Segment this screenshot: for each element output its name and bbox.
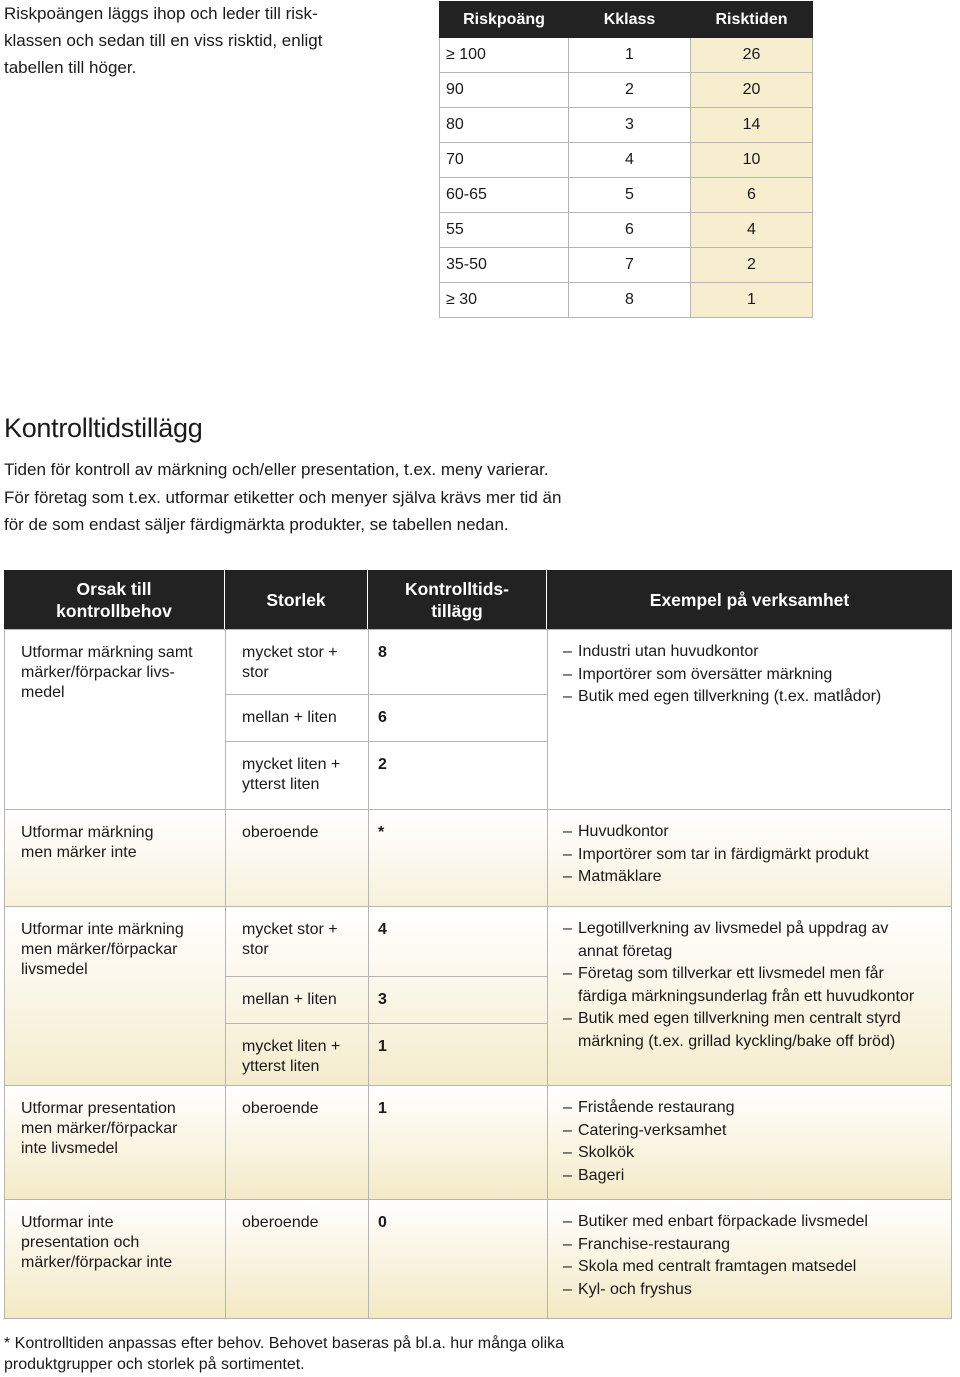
example-item [563, 686, 953, 709]
column-divider [368, 906, 369, 1085]
dash-bullet: – [563, 823, 572, 840]
reason-line: inte livsmedel [21, 1140, 118, 1157]
reason-line: märker/förpackar livs- [21, 664, 175, 681]
reason-line: Utformar inte märkning [21, 921, 184, 938]
examples-list [563, 1097, 953, 1187]
column-divider [225, 809, 226, 906]
column-divider [225, 629, 226, 809]
example-text: Importörer som tar in färdigmärkt produkt [578, 845, 869, 863]
risk-points-cell: 55 [440, 213, 569, 248]
example-text: Bageri [578, 1166, 625, 1184]
risk-class-cell: 5 [569, 178, 691, 213]
addition-value-cell: 3 [378, 991, 387, 1008]
examples-list [563, 1211, 953, 1301]
example-item [563, 641, 953, 664]
size-cell: mellan + liten [242, 991, 337, 1008]
dash-bullet: – [563, 1280, 572, 1298]
example-item [563, 664, 953, 687]
dash-bullet: – [563, 1144, 572, 1161]
reason-line: livsmedel [21, 961, 88, 978]
example-text: Catering-verksamhet [578, 1121, 727, 1139]
example-text: Industri utan huvudkontor [578, 643, 759, 660]
example-item [563, 866, 953, 889]
example-text: Importörer som översätter märkning [578, 665, 833, 683]
example-text: Kyl- och fryshus [578, 1280, 692, 1298]
reason-line: men märker/förpackar [21, 1120, 178, 1137]
example-item [563, 1165, 953, 1188]
addition-value-cell: 4 [378, 921, 387, 938]
example-text: Butiker med enbart förpackade livsmedel [578, 1213, 868, 1230]
header-reason: Orsak till kontrollbehov [4, 570, 224, 629]
header-addition: Kontrolltids- tillägg [368, 570, 546, 629]
examples-list [563, 821, 953, 889]
example-text: Butik med egen tillverkning (t.ex. matlådor) [578, 688, 882, 705]
size-cell: mycket stor + stor [242, 921, 338, 958]
intro-text: Riskpoängen läggs ihop och leder till risk- klassen och sedan till en viss risktid, enligt tabellen till höger. [4, 4, 323, 77]
column-divider [225, 1085, 226, 1199]
examples-list [563, 918, 953, 1053]
example-text: Legotillverkning av livsmedel på uppdrag av annat företag [578, 920, 889, 960]
reason-line: Utformar märkning [21, 824, 154, 841]
risk-row [440, 38, 813, 73]
example-item [563, 1097, 953, 1120]
examples-list [563, 641, 953, 709]
risk-header-points: Riskpoäng [440, 2, 569, 38]
risk-row [440, 73, 813, 108]
risk-header-class: Kklass [569, 2, 691, 38]
dash-bullet: – [563, 1235, 572, 1253]
reason-line: men märker inte [21, 844, 137, 861]
risk-time-cell: 6 [691, 178, 813, 213]
dash-bullet: – [563, 1010, 572, 1027]
dash-bullet: – [563, 868, 572, 885]
example-item [563, 1142, 953, 1165]
row-divider [368, 741, 547, 742]
row-divider [225, 976, 547, 977]
example-text: Fristående restaurang [578, 1099, 735, 1116]
section-title: Kontrolltidstillägg [4, 413, 203, 443]
example-item [563, 1008, 953, 1053]
row-divider [225, 694, 547, 695]
dash-bullet: – [563, 1121, 572, 1139]
reason-line: Utformar inte [21, 1214, 114, 1231]
risk-class-cell: 4 [569, 143, 691, 178]
risk-class-cell: 1 [569, 38, 691, 73]
reason-line: märker/förpackar inte [21, 1254, 173, 1271]
example-text: Skola med centralt framtagen matsedel [578, 1258, 857, 1275]
risk-row [440, 108, 813, 143]
addition-value-cell: 2 [378, 756, 387, 773]
example-text: Butik med egen tillverkning men centralt styrd märkning (t.ex. grillad kyckling/bake off bröd) [578, 1010, 901, 1050]
risk-points-cell: 35-50 [440, 248, 569, 283]
risk-time-cell: 10 [691, 143, 813, 178]
risk-points-cell: ≥ 30 [440, 283, 569, 318]
reason-cell [21, 920, 216, 980]
addition-value-cell: 1 [378, 1100, 387, 1117]
risk-header-time: Risktiden [691, 2, 813, 38]
dash-bullet: – [563, 1166, 572, 1184]
risk-points-cell: 60-65 [440, 178, 569, 213]
example-item [563, 1256, 953, 1279]
section-text: Tiden för kontroll av märkning och/eller presentation, t.ex. meny varierar. För företag som t.ex. utformar etiketter och menyer själva krävs mer tid än för de som endast säljer färdigmärkta produkter, se tabellen nedan. [4, 460, 562, 534]
reason-cell [21, 823, 216, 863]
control-time-table [4, 570, 954, 1318]
example-text: Skolkök [578, 1144, 635, 1161]
dash-bullet: – [563, 965, 572, 982]
addition-value-cell: 8 [378, 644, 387, 661]
size-cell: mellan + liten [242, 709, 337, 726]
column-divider [368, 809, 369, 906]
reason-line: men märker/förpackar [21, 941, 178, 958]
dash-bullet: – [563, 1099, 572, 1116]
example-item [563, 1234, 953, 1257]
risk-class-cell: 6 [569, 213, 691, 248]
example-item [563, 963, 953, 1008]
header-examples: Exempel på verksamhet [547, 570, 952, 629]
reason-line: Utformar presentation [21, 1100, 176, 1117]
risk-row [440, 283, 813, 318]
example-item [563, 821, 953, 844]
column-divider [547, 1085, 548, 1199]
column-divider [368, 1199, 369, 1318]
addition-value-cell: * [378, 824, 385, 841]
dash-bullet: – [563, 845, 572, 863]
risk-time-cell: 26 [691, 38, 813, 73]
footnote: * Kontrolltiden anpassas efter behov. Behovet baseras på bl.a. hur många olika produktgrupper och storlek på sortimentet. [4, 1335, 565, 1373]
risk-time-cell: 1 [691, 283, 813, 318]
row-divider [225, 1023, 547, 1024]
size-cell: mycket stor + stor [242, 644, 338, 681]
reason-line: Utformar märkning samt [21, 644, 193, 661]
risk-points-cell: ≥ 100 [440, 38, 569, 73]
dash-bullet: – [563, 643, 572, 660]
reason-cell [21, 1213, 216, 1273]
reason-line: presentation och [21, 1234, 140, 1251]
column-divider [225, 906, 226, 1085]
column-divider [547, 1199, 548, 1318]
addition-value-cell: 1 [378, 1038, 387, 1055]
risk-row [440, 213, 813, 248]
column-divider [547, 809, 548, 906]
size-cell: oberoende [242, 1214, 319, 1231]
example-item [563, 1279, 953, 1302]
header-size: Storlek [225, 570, 367, 629]
column-divider [547, 906, 548, 1085]
example-item [563, 1120, 953, 1143]
column-divider [368, 1085, 369, 1199]
risk-class-cell: 2 [569, 73, 691, 108]
example-item [563, 1211, 953, 1234]
dash-bullet: – [563, 665, 572, 683]
risk-time-cell: 20 [691, 73, 813, 108]
example-text: Företag som tillverkar ett livsmedel men får färdiga märkningsunderlag från ett huvudkontor [578, 965, 915, 1005]
risk-row [440, 143, 813, 178]
size-cell: mycket liten + ytterst liten [242, 756, 341, 793]
size-cell: oberoende [242, 1100, 319, 1117]
dash-bullet: – [563, 1258, 572, 1275]
risk-time-cell: 4 [691, 213, 813, 248]
risk-class-cell: 8 [569, 283, 691, 318]
risk-row [440, 248, 813, 283]
risk-time-cell: 14 [691, 108, 813, 143]
risk-row [440, 178, 813, 213]
dash-bullet: – [563, 1213, 572, 1230]
example-text: Huvudkontor [578, 823, 669, 840]
addition-value-cell: 0 [378, 1214, 387, 1231]
example-item [563, 844, 953, 867]
size-cell: oberoende [242, 824, 319, 841]
column-divider [547, 629, 548, 809]
dash-bullet: – [563, 920, 572, 937]
risk-points-cell: 90 [440, 73, 569, 108]
risk-points-cell: 70 [440, 143, 569, 178]
size-cell: mycket liten + ytterst liten [242, 1038, 341, 1075]
example-item [563, 918, 953, 963]
column-divider [368, 629, 369, 809]
dash-bullet: – [563, 688, 572, 705]
risk-class-cell: 3 [569, 108, 691, 143]
reason-cell [21, 643, 216, 703]
reason-line: medel [21, 684, 65, 701]
column-divider [225, 1199, 226, 1318]
reason-cell [21, 1099, 216, 1159]
example-text: Matmäklare [578, 868, 662, 885]
risk-table [439, 1, 813, 318]
risk-time-cell: 2 [691, 248, 813, 283]
example-text: Franchise-restaurang [578, 1235, 731, 1253]
risk-class-cell: 7 [569, 248, 691, 283]
risk-points-cell: 80 [440, 108, 569, 143]
addition-value-cell: 6 [378, 709, 387, 726]
